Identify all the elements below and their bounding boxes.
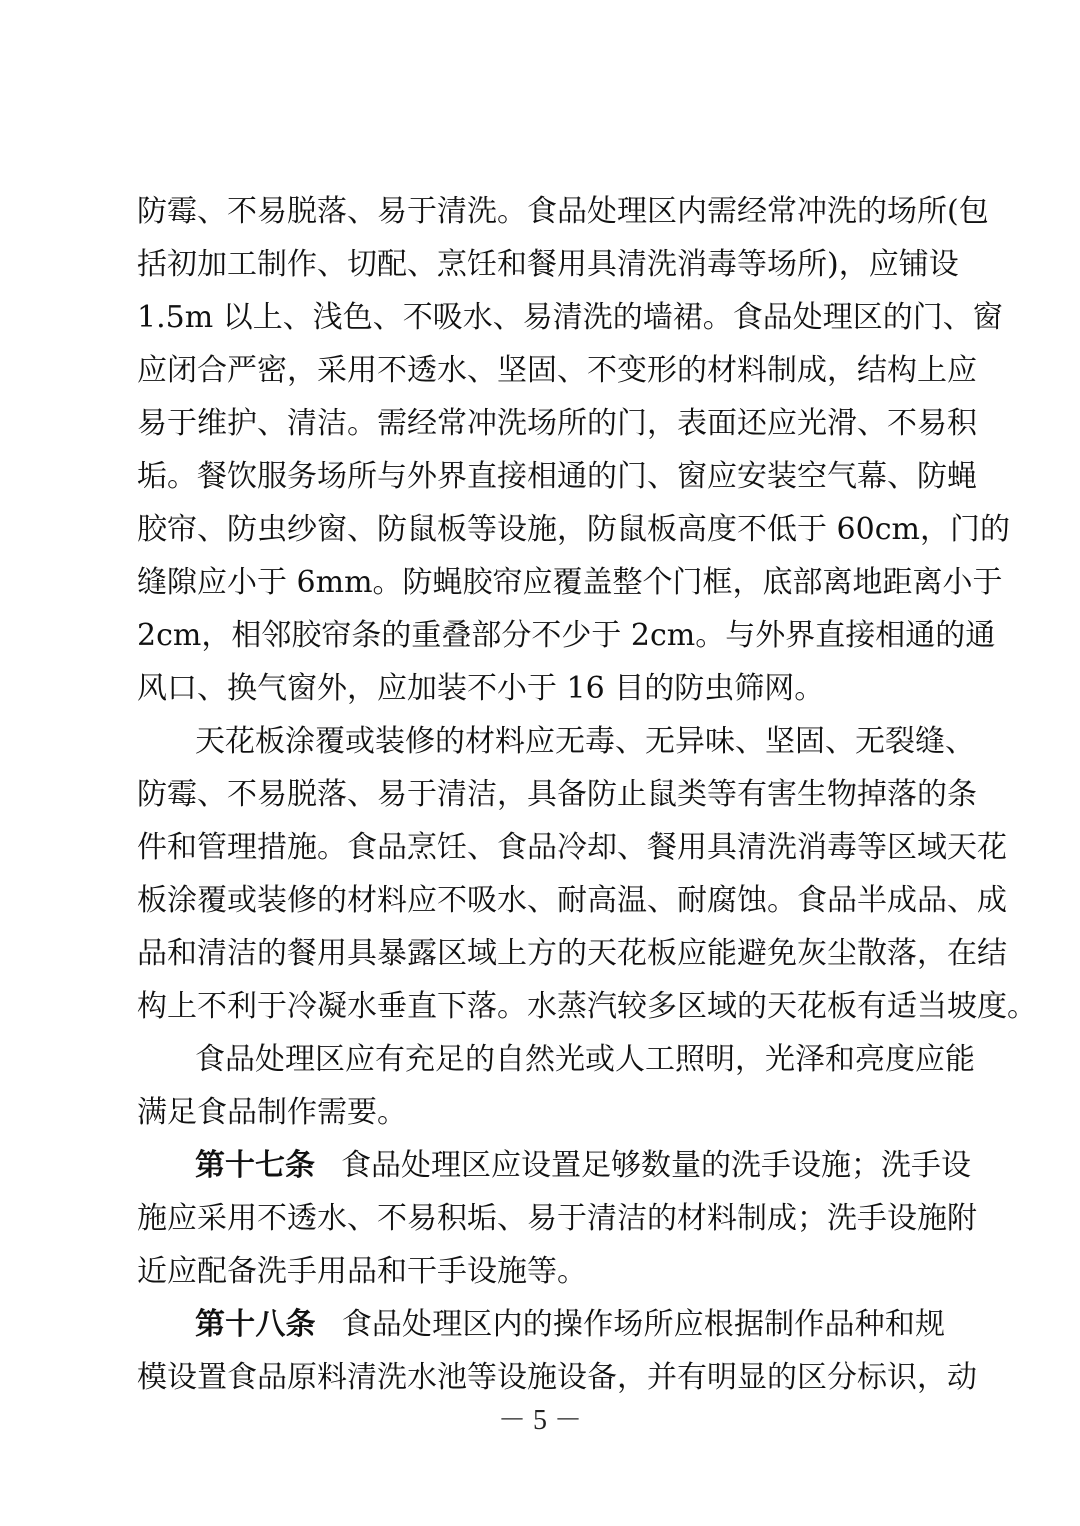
text-line: 2cm，相邻胶帘条的重叠部分不少于 2cm。与外界直接相通的通	[137, 618, 996, 653]
text-line: 满足食品制作需要。	[137, 1095, 407, 1130]
article-heading: 第十七条	[195, 1148, 315, 1183]
text-line: 防霉、不易脱落、易于清洁，具备防止鼠类等有害生物掉落的条	[137, 777, 977, 812]
text-line: 胶帘、防虫纱窗、防鼠板等设施，防鼠板高度不低于 60cm，门的	[137, 512, 1010, 547]
text-line: 近应配备洗手用品和干手设施等。	[137, 1254, 587, 1289]
text-line: 风口、换气窗外，应加装不小于 16 目的防虫筛网。	[137, 671, 825, 706]
text-line: 防霉、不易脱落、易于清洗。食品处理区内需经常冲洗的场所(包	[137, 194, 989, 229]
text-line: 品和清洁的餐用具暴露区域上方的天花板应能避免灰尘散落，在结	[137, 936, 1007, 971]
text-line: 件和管理措施。食品烹饪、食品冷却、餐用具清洗消毒等区域天花	[137, 830, 1007, 865]
text-line: 括初加工制作、切配、烹饪和餐用具清洗消毒等场所)，应铺设	[137, 247, 959, 282]
text-line: 板涂覆或装修的材料应不吸水、耐高温、耐腐蚀。食品半成品、成	[137, 883, 1007, 918]
article-text: 食品处理区内的操作场所应根据制作品种和规	[341, 1307, 946, 1342]
article-18-first-line	[195, 1305, 945, 1345]
text-line: 易于维护、清洁。需经常冲洗场所的门，表面还应光滑、不易积	[137, 406, 977, 441]
text-line: 施应采用不透水、不易积垢、易于清洁的材料制成；洗手设施附	[137, 1201, 977, 1236]
text-line: 垢。餐饮服务场所与外界直接相通的门、窗应安装空气幕、防蝇	[137, 459, 977, 494]
text-line: 天花板涂覆或装修的材料应无毒、无异味、坚固、无裂缝、	[195, 724, 975, 759]
page-number: － 5 －	[497, 1405, 582, 1436]
article-heading: 第十八条	[195, 1307, 316, 1342]
article-text: 食品处理区应设置足够数量的洗手设施；洗手设	[341, 1148, 971, 1183]
article-17-first-line	[195, 1146, 971, 1186]
text-line: 食品处理区应有充足的自然光或人工照明，光泽和亮度应能	[195, 1042, 975, 1077]
text-line: 模设置食品原料清洗水池等设施设备，并有明显的区分标识，动	[137, 1360, 977, 1395]
text-line: 构上不利于冷凝水垂直下落。水蒸汽较多区域的天花板有适当坡度。	[137, 989, 1037, 1024]
text-line: 缝隙应小于 6mm。防蝇胶帘应覆盖整个门框，底部离地距离小于	[137, 565, 1003, 600]
text-line: 1.5m 以上、浅色、不吸水、易清洗的墙裙。食品处理区的门、窗	[137, 300, 1003, 335]
text-line: 应闭合严密，采用不透水、坚固、不变形的材料制成，结构上应	[137, 353, 977, 388]
